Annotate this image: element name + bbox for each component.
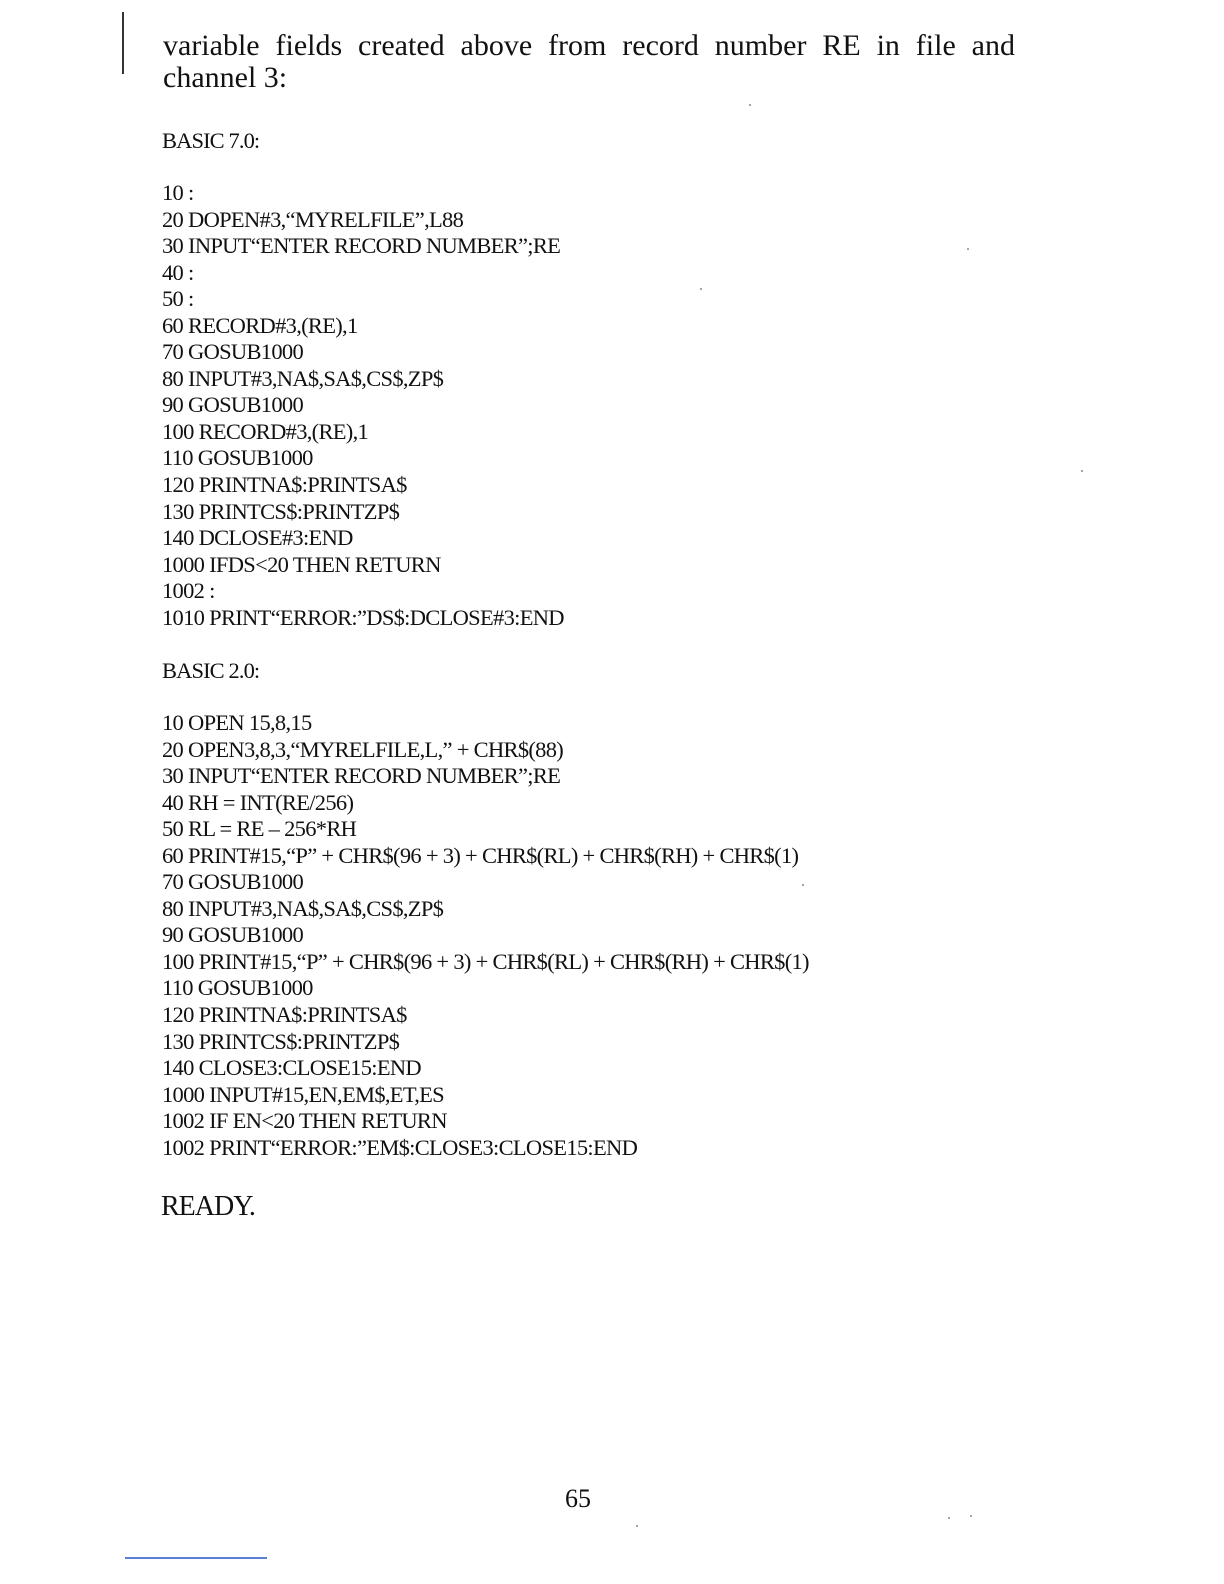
code-line: 110 GOSUB1000 (162, 975, 313, 1001)
basic20-listing (162, 710, 809, 1161)
code-line: 40 : (162, 259, 194, 285)
code-line: 1002 IF EN<20 THEN RETURN (162, 1108, 447, 1134)
code-line: 10 : (162, 180, 194, 205)
basic70-heading: BASIC 7.0: (162, 128, 260, 153)
intro-paragraph (163, 30, 1015, 94)
intro-word: above (460, 29, 533, 62)
intro-word: record (622, 29, 699, 62)
code-line: 60 PRINT#15,“P” + CHR$(96 + 3) + CHR$(RL) + CHR$(RH) + CHR$(1) (162, 842, 799, 868)
intro-word: from (548, 29, 607, 62)
intro-word: in (876, 29, 900, 62)
code-line: 10 OPEN 15,8,15 (162, 710, 312, 735)
scan-speck (1081, 470, 1083, 472)
code-line: 50 : (162, 286, 194, 312)
scan-speck (636, 1525, 638, 1527)
code-line: 1000 INPUT#15,EN,EM$,ET,ES (162, 1081, 444, 1107)
code-line: 20 DOPEN#3,“MYRELFILE”,L88 (162, 206, 464, 232)
margin-bar (122, 12, 124, 74)
code-line: 60 RECORD#3,(RE),1 (162, 312, 358, 338)
code-line: 120 PRINTNA$:PRINTSA$ (162, 1002, 407, 1028)
intro-line-2: channel 3: (163, 61, 288, 94)
code-line: 90 GOSUB1000 (162, 922, 303, 948)
code-line: 110 GOSUB1000 (162, 445, 313, 471)
intro-word: RE (822, 29, 861, 62)
code-line: 40 RH = INT(RE/256) (162, 789, 354, 815)
code-line: 120 PRINTNA$:PRINTSA$ (162, 472, 407, 498)
code-line: 100 RECORD#3,(RE),1 (162, 418, 369, 444)
scan-speck (948, 1517, 950, 1519)
code-line: 130 PRINTCS$:PRINTZP$ (162, 498, 400, 524)
code-line: 140 DCLOSE#3:END (162, 525, 353, 551)
intro-word: and (971, 29, 1015, 62)
code-line: 80 INPUT#3,NA$,SA$,CS$,ZP$ (162, 365, 444, 391)
basic20-heading: BASIC 2.0: (162, 658, 260, 683)
intro-word: file (915, 29, 956, 62)
code-line: 130 PRINTCS$:PRINTZP$ (162, 1028, 400, 1054)
page-number: 65 (565, 1484, 591, 1513)
code-line: 1010 PRINT“ERROR:”DS$:DCLOSE#3:END (162, 604, 564, 630)
basic70-listing (162, 180, 564, 631)
code-line: 30 INPUT“ENTER RECORD NUMBER”;RE (162, 763, 561, 789)
scan-edge-line (125, 1557, 267, 1559)
scan-speck (700, 288, 702, 290)
code-line: 90 GOSUB1000 (162, 392, 303, 418)
code-line: 30 INPUT“ENTER RECORD NUMBER”;RE (162, 233, 561, 259)
code-line: 20 OPEN3,8,3,“MYRELFILE,L,” + CHR$(88) (162, 736, 564, 762)
code-line: 1002 PRINT“ERROR:”EM$:CLOSE3:CLOSE15:END (162, 1134, 638, 1160)
intro-line-1 (163, 30, 1015, 62)
scan-speck (967, 248, 969, 250)
code-line: 140 CLOSE3:CLOSE15:END (162, 1055, 421, 1081)
code-line: 70 GOSUB1000 (162, 339, 303, 365)
code-line: 100 PRINT#15,“P” + CHR$(96 + 3) + CHR$(RL) + CHR$(RH) + CHR$(1) (162, 948, 809, 974)
ready-prompt: READY. (161, 1191, 255, 1222)
code-line: 70 GOSUB1000 (162, 869, 303, 895)
scan-speck (749, 104, 751, 106)
intro-word: fields (275, 29, 343, 62)
code-line: 1002 : (162, 578, 215, 604)
scan-speck (802, 884, 804, 886)
code-line: 80 INPUT#3,NA$,SA$,CS$,ZP$ (162, 895, 444, 921)
scan-speck (970, 1515, 972, 1517)
intro-word: created (358, 29, 445, 62)
code-line: 50 RL = RE – 256*RH (162, 816, 357, 842)
code-line: 1000 IFDS<20 THEN RETURN (162, 551, 441, 577)
intro-word: variable (163, 29, 260, 62)
intro-word: number (714, 29, 807, 62)
